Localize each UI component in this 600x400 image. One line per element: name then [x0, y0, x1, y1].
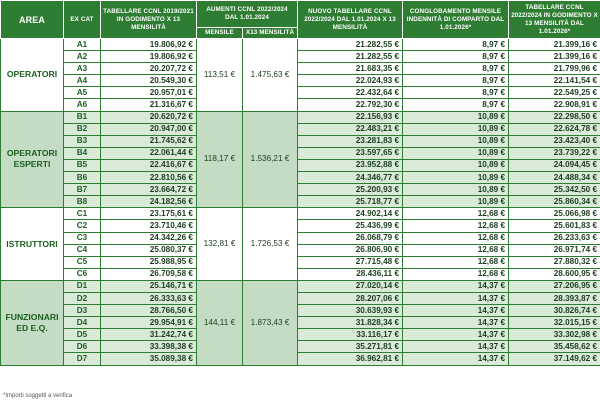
tabellare-finale-cell: 33.302,98 € [509, 329, 600, 341]
nuovo-tabellare-cell: 26.068,79 € [298, 232, 403, 244]
nuovo-tabellare-cell: 36.962,81 € [298, 353, 403, 365]
nuovo-tabellare-cell: 26.806,90 € [298, 244, 403, 256]
ex-cat-cell: B5 [64, 159, 101, 171]
tabellare-finale-cell: 28.393,87 € [509, 292, 600, 304]
nuovo-tabellare-cell: 24.902,14 € [298, 208, 403, 220]
tabellare-finale-cell: 32.015,15 € [509, 317, 600, 329]
tabellare-2019-cell: 22.061,44 € [101, 147, 197, 159]
conglobamento-cell: 14,37 € [403, 329, 509, 341]
table-row [1, 220, 600, 232]
ex-cat-cell: A4 [64, 75, 101, 87]
ex-cat-cell: A2 [64, 51, 101, 63]
tabellare-finale-cell: 22.141,54 € [509, 75, 600, 87]
header-nuovo-tabellare: NUOVO TABELLARE CCNL 2022/2024 DAL 1.01.2024 X 13 MENSILITÀ [298, 1, 403, 39]
aumento-x13-cell: 1.873,43 € [243, 280, 298, 365]
table-row [1, 39, 600, 51]
nuovo-tabellare-cell: 35.271,81 € [298, 341, 403, 353]
ex-cat-cell: A1 [64, 39, 101, 51]
tabellare-2019-cell: 19.806,92 € [101, 39, 197, 51]
tabellare-2019-cell: 28.766,50 € [101, 305, 197, 317]
tabellare-2019-cell: 20.620,72 € [101, 111, 197, 123]
conglobamento-cell: 12,68 € [403, 256, 509, 268]
tabellare-finale-cell: 25.601,83 € [509, 220, 600, 232]
table-row [1, 280, 600, 292]
tabellare-2019-cell: 19.806,92 € [101, 51, 197, 63]
table-row [1, 184, 600, 196]
conglobamento-cell: 14,37 € [403, 305, 509, 317]
header-x13: X13 MENSILITÀ [243, 28, 298, 39]
tabellare-2019-cell: 26.333,63 € [101, 292, 197, 304]
tabellare-2019-cell: 24.342,26 € [101, 232, 197, 244]
tabellare-finale-cell: 22.549,25 € [509, 87, 600, 99]
header-area: AREA [1, 1, 64, 39]
nuovo-tabellare-cell: 22.432,64 € [298, 87, 403, 99]
aumento-mensile-cell: 118,17 € [197, 111, 243, 208]
table-row [1, 305, 600, 317]
conglobamento-cell: 8,97 € [403, 99, 509, 111]
table-row [1, 75, 600, 87]
ex-cat-cell: D3 [64, 305, 101, 317]
tabellare-finale-cell: 21.399,16 € [509, 51, 600, 63]
ex-cat-cell: D4 [64, 317, 101, 329]
conglobamento-cell: 10,89 € [403, 184, 509, 196]
nuovo-tabellare-cell: 22.024,93 € [298, 75, 403, 87]
table-row [1, 232, 600, 244]
ex-cat-cell: D6 [64, 341, 101, 353]
conglobamento-cell: 12,68 € [403, 232, 509, 244]
nuovo-tabellare-cell: 21.683,35 € [298, 63, 403, 75]
tabellare-finale-cell: 27.880,32 € [509, 256, 600, 268]
tabellare-2019-cell: 25.988,95 € [101, 256, 197, 268]
tabellare-2019-cell: 31.242,74 € [101, 329, 197, 341]
table-row [1, 196, 600, 208]
aumento-x13-cell: 1.726,53 € [243, 208, 298, 281]
tabellare-finale-cell: 21.399,16 € [509, 39, 600, 51]
tabellare-finale-cell: 22.298,50 € [509, 111, 600, 123]
ex-cat-cell: D7 [64, 353, 101, 365]
conglobamento-cell: 10,89 € [403, 196, 509, 208]
table-row [1, 208, 600, 220]
conglobamento-cell: 12,68 € [403, 268, 509, 280]
group-3 [1, 280, 600, 365]
conglobamento-cell: 10,89 € [403, 159, 509, 171]
conglobamento-cell: 14,37 € [403, 292, 509, 304]
tabellare-finale-cell: 26.233,63 € [509, 232, 600, 244]
table-row [1, 341, 600, 353]
ex-cat-cell: C5 [64, 256, 101, 268]
tabellare-finale-cell: 24.488,34 € [509, 172, 600, 184]
table-row [1, 244, 600, 256]
tabellare-finale-cell: 35.458,62 € [509, 341, 600, 353]
tabellare-finale-cell: 22.624,78 € [509, 123, 600, 135]
nuovo-tabellare-cell: 27.020,14 € [298, 280, 403, 292]
nuovo-tabellare-cell: 22.792,30 € [298, 99, 403, 111]
ex-cat-cell: B6 [64, 172, 101, 184]
conglobamento-cell: 14,37 € [403, 353, 509, 365]
nuovo-tabellare-cell: 25.200,93 € [298, 184, 403, 196]
table-row [1, 99, 600, 111]
nuovo-tabellare-cell: 23.952,88 € [298, 159, 403, 171]
nuovo-tabellare-cell: 21.282,55 € [298, 51, 403, 63]
tabellare-2019-cell: 25.146,71 € [101, 280, 197, 292]
nuovo-tabellare-cell: 31.828,34 € [298, 317, 403, 329]
conglobamento-cell: 14,37 € [403, 280, 509, 292]
conglobamento-cell: 8,97 € [403, 51, 509, 63]
table-row [1, 256, 600, 268]
tabellare-2019-cell: 21.745,62 € [101, 135, 197, 147]
tabellare-2019-cell: 24.182,56 € [101, 196, 197, 208]
tabellare-finale-cell: 22.908,91 € [509, 99, 600, 111]
conglobamento-cell: 8,97 € [403, 39, 509, 51]
conglobamento-cell: 10,89 € [403, 111, 509, 123]
tabellare-finale-cell: 26.971,74 € [509, 244, 600, 256]
ex-cat-cell: C2 [64, 220, 101, 232]
table-row [1, 172, 600, 184]
nuovo-tabellare-cell: 21.282,55 € [298, 39, 403, 51]
conglobamento-cell: 12,68 € [403, 220, 509, 232]
nuovo-tabellare-cell: 24.346,77 € [298, 172, 403, 184]
nuovo-tabellare-cell: 22.483,21 € [298, 123, 403, 135]
table-header [1, 1, 600, 39]
nuovo-tabellare-cell: 22.156,93 € [298, 111, 403, 123]
conglobamento-cell: 10,89 € [403, 123, 509, 135]
ex-cat-cell: D1 [64, 280, 101, 292]
tabellare-finale-cell: 24.094,45 € [509, 159, 600, 171]
tabellare-2019-cell: 20.549,30 € [101, 75, 197, 87]
conglobamento-cell: 12,68 € [403, 208, 509, 220]
tabellare-2019-cell: 25.080,37 € [101, 244, 197, 256]
conglobamento-cell: 14,37 € [403, 341, 509, 353]
tabellare-2019-cell: 29.954,91 € [101, 317, 197, 329]
ex-cat-cell: A3 [64, 63, 101, 75]
aumento-mensile-cell: 144,11 € [197, 280, 243, 365]
table-row [1, 268, 600, 280]
tabellare-finale-cell: 37.149,62 € [509, 353, 600, 365]
table-row [1, 123, 600, 135]
conglobamento-cell: 10,89 € [403, 172, 509, 184]
tabellare-2019-cell: 20.957,01 € [101, 87, 197, 99]
tabellare-finale-cell: 25.860,34 € [509, 196, 600, 208]
ex-cat-cell: B2 [64, 123, 101, 135]
nuovo-tabellare-cell: 23.597,65 € [298, 147, 403, 159]
ex-cat-cell: D2 [64, 292, 101, 304]
header-aumenti: AUMENTI CCNL 2022/2024 DAL 1.01.2024 [197, 1, 298, 28]
nuovo-tabellare-cell: 30.639,93 € [298, 305, 403, 317]
header-mensile: MENSILE [197, 28, 243, 39]
ex-cat-cell: C4 [64, 244, 101, 256]
header-conglobamento: CONGLOBAMENTO MENSILE INDENNITÀ DI COMPARTO DAL 1.01.2026* [403, 1, 509, 39]
group-1 [1, 111, 600, 208]
conglobamento-cell: 14,37 € [403, 317, 509, 329]
conglobamento-cell: 12,68 € [403, 244, 509, 256]
conglobamento-cell: 10,89 € [403, 147, 509, 159]
header-tabellare-2019: TABELLARE CCNL 2019/2021 IN GODIMENTO X 13 MENSILITÀ [101, 1, 197, 39]
aumento-mensile-cell: 113,51 € [197, 39, 243, 112]
tabellare-finale-cell: 30.826,74 € [509, 305, 600, 317]
tabellare-2019-cell: 26.709,58 € [101, 268, 197, 280]
group-2 [1, 208, 600, 281]
tabellare-2019-cell: 20.207,72 € [101, 63, 197, 75]
aumento-mensile-cell: 132,81 € [197, 208, 243, 281]
area-label: FUNZIONARI ED E.Q. [1, 280, 64, 365]
tabellare-finale-cell: 28.600,95 € [509, 268, 600, 280]
ex-cat-cell: C1 [64, 208, 101, 220]
table-row [1, 329, 600, 341]
ex-cat-cell: C6 [64, 268, 101, 280]
tabellare-2019-cell: 23.710,46 € [101, 220, 197, 232]
ex-cat-cell: B7 [64, 184, 101, 196]
ex-cat-cell: B4 [64, 147, 101, 159]
tabellare-finale-cell: 23.739,22 € [509, 147, 600, 159]
table-row [1, 111, 600, 123]
tabellare-finale-cell: 21.799,96 € [509, 63, 600, 75]
tabellare-2019-cell: 23.175,61 € [101, 208, 197, 220]
table-row [1, 87, 600, 99]
table-row [1, 63, 600, 75]
tabellare-finale-cell: 27.206,95 € [509, 280, 600, 292]
header-tabellare-finale: TABELLARE CCNL 2022/2024 IN GODIMENTO X 13 MENSILITÀ DAL 1.01.2026* [509, 1, 600, 39]
area-label: ISTRUTTORI [1, 208, 64, 281]
table-row [1, 147, 600, 159]
table-row [1, 317, 600, 329]
table-row [1, 51, 600, 63]
ex-cat-cell: C3 [64, 232, 101, 244]
table-row [1, 353, 600, 365]
conglobamento-cell: 8,97 € [403, 63, 509, 75]
conglobamento-cell: 8,97 € [403, 87, 509, 99]
nuovo-tabellare-cell: 25.436,99 € [298, 220, 403, 232]
area-label: OPERATORI ESPERTI [1, 111, 64, 208]
tabellare-2019-cell: 22.810,56 € [101, 172, 197, 184]
aumento-x13-cell: 1.536,21 € [243, 111, 298, 208]
tabellare-2019-cell: 33.398,38 € [101, 341, 197, 353]
tabellare-2019-cell: 35.089,38 € [101, 353, 197, 365]
nuovo-tabellare-cell: 25.718,77 € [298, 196, 403, 208]
ex-cat-cell: A5 [64, 87, 101, 99]
ex-cat-cell: B8 [64, 196, 101, 208]
ex-cat-cell: B1 [64, 111, 101, 123]
tabellare-2019-cell: 20.947,00 € [101, 123, 197, 135]
ex-cat-cell: D5 [64, 329, 101, 341]
tabellare-finale-cell: 25.342,50 € [509, 184, 600, 196]
table-row [1, 292, 600, 304]
nuovo-tabellare-cell: 28.436,11 € [298, 268, 403, 280]
aumento-x13-cell: 1.475,63 € [243, 39, 298, 112]
tabellare-finale-cell: 25.066,98 € [509, 208, 600, 220]
nuovo-tabellare-cell: 28.207,06 € [298, 292, 403, 304]
group-0 [1, 39, 600, 112]
tabellare-2019-cell: 21.316,67 € [101, 99, 197, 111]
footnote: *Importi soggetti a verifica [3, 393, 73, 399]
table-row [1, 135, 600, 147]
header-ex-cat: EX CAT [64, 1, 101, 39]
ex-cat-cell: B3 [64, 135, 101, 147]
nuovo-tabellare-cell: 33.116,17 € [298, 329, 403, 341]
tabellare-finale-cell: 23.423,40 € [509, 135, 600, 147]
tabellare-2019-cell: 22.416,67 € [101, 159, 197, 171]
ex-cat-cell: A6 [64, 99, 101, 111]
table-row [1, 159, 600, 171]
area-label: OPERATORI [1, 39, 64, 112]
nuovo-tabellare-cell: 23.281,83 € [298, 135, 403, 147]
conglobamento-cell: 10,89 € [403, 135, 509, 147]
conglobamento-cell: 8,97 € [403, 75, 509, 87]
tabellare-2019-cell: 23.664,72 € [101, 184, 197, 196]
nuovo-tabellare-cell: 27.715,48 € [298, 256, 403, 268]
